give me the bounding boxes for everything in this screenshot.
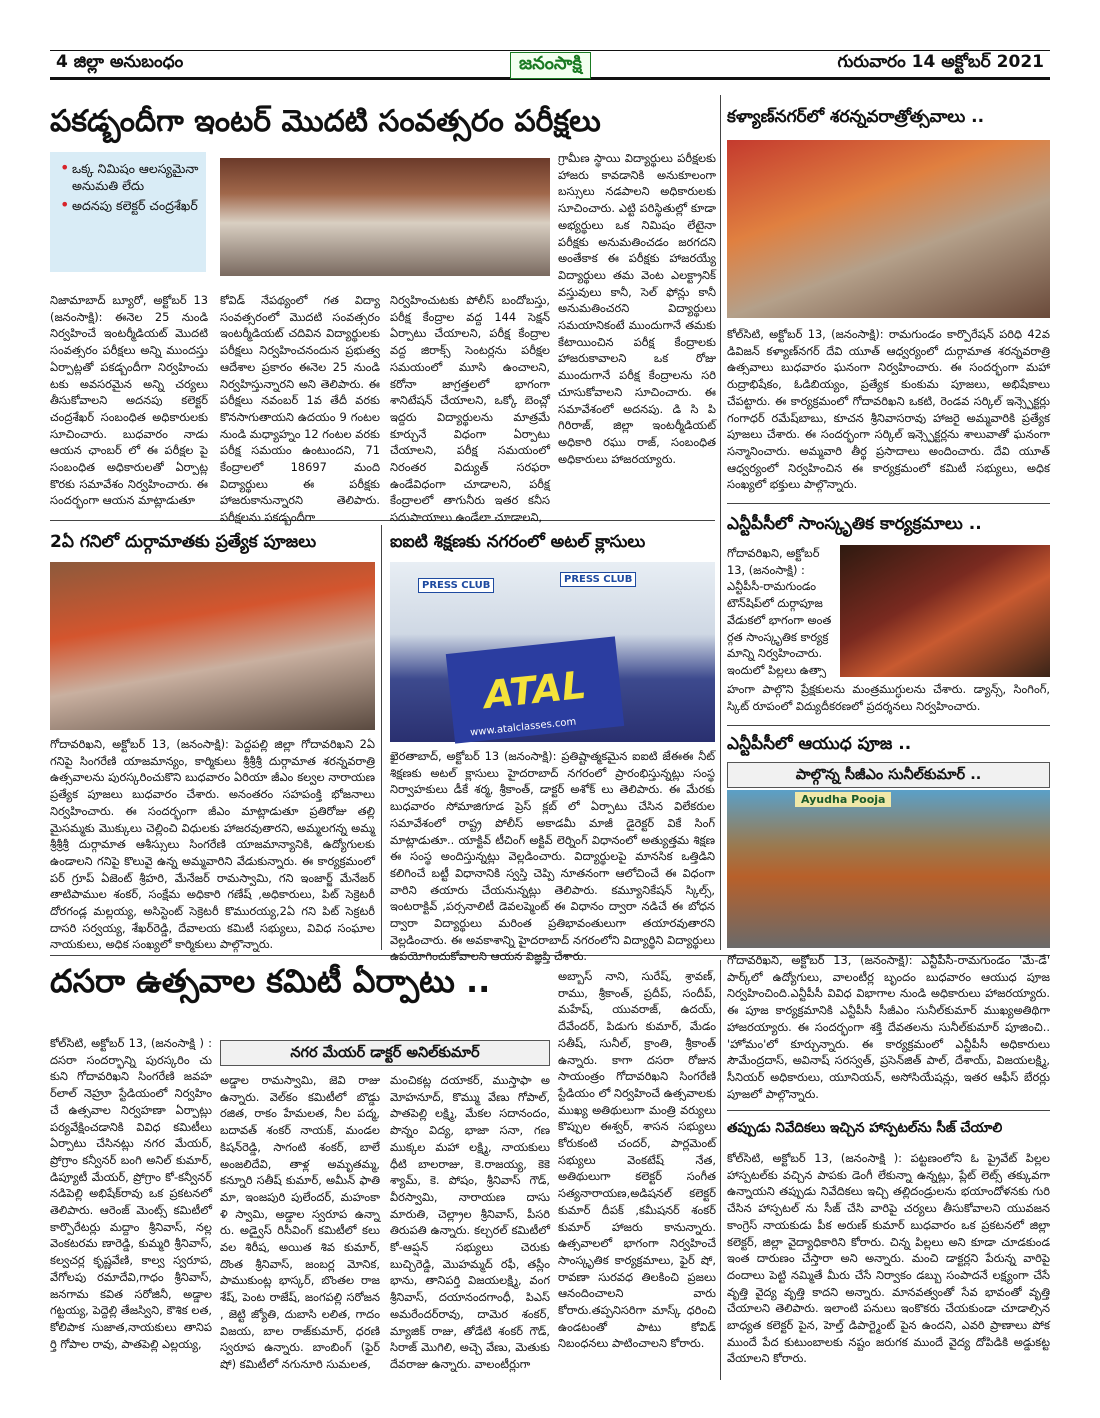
story8-body-col4: అబ్బాస్ నాని, సురేష్, శ్రావణ్, రాము, శ్రీకాంత్, ప్రదీప్, సందీప్, మహేష్, యువరాజ్, ఉదయ్, దేవేందర్, పిడుగు కుమార్, మేడం సతీష్, సునీల్, క్రాంతి, శ్రీకాంత్ ఉన్నారు. కాగా దసరా రోజున సాయంత్రం గోదావరిఖని సింగరేణి స్టేడియం లో నిర్వహించే ఉత్సవాలకు ముఖ్య అతిథులుగా మంత్రి వర్యులు కొప్పుల ఈశ్వర్, శాసన సభ్యులు కోరుకంటి చందర్, పార్లమెంట్ సభ్యులు వెంకటేష్ నేత, అతిథులుగా కలెక్టర్ సంగీత సత్యనారాయణ,అడిషనల్ కలెక్టర్ కుమార్ దీపక్ ,కమీషనర్ శంకర్ కుమార్ హాజరు కానున్నారు. ఉత్సవాలలో భాగంగా నిర్వహించే సాంస్కృతిక కార్యక్రమాలు, ఫైర్ షో, రావణా సురవధ తిలకించి ప్రజలు ఆనందించాలని వారు కోరారు.తప్పనిసరిగా మాస్క్ ధరించి ఉండటంతో పాటు కోవిడ్ నిబంధనలు పాటించాలని కోరారు. (558, 969, 716, 1351)
story6-headline: ఎన్టీపీసీలో ఆయుధ పూజ .. (727, 734, 912, 754)
story4-body: ఖైరతాబాద్, అక్టోబర్ 13 (జనంసాక్షి): ప్రతిష్టాత్మకమైన ఐఐటి జేఈఈ నీట్ శిక్షణకు అటల్ క్లాసులు హైదరాబాద్ నగరంలో ప్రారంభిస్తున్నట్లు సంస్థ నిర్వాహకులు డీకే శర్మ, శ్రీకాంత్, డాక్టర్ అశోక్ లు తెలిపారు. ఈ మేరకు బుధవారం సోమాజిగూడ ప్రెస్ క్లబ్ లో ఏర్పాటు చేసిన విలేకరుల సమావేశంలో రాష్ట్ర పోలీస్ అకాడమీ మాజీ డైరెక్టర్ వికే సింగ్ మాట్లాడుతూ.. యాక్టివ్ టీచింగ్ అక్టివ్ లెర్నింగ్ విధానంలో అత్యుత్తమ శిక్షణ ఈ సంస్థ అందిస్తున్నట్లు వెల్లడించారు. విద్యార్థులపై మానసిక ఒత్తిడిని కలిగించే బట్టీ విధానానికి స్వస్తి చెప్పి నూతనంగా ఆలోచించే ఈ విధంగా వారిని తయారు చేయనున్నట్లు తెలిపారు. కమ్యూనికేషన్ స్కిల్స్, ఇంటరాక్టివ్ ,పర్సనాలిటీ డెవలప్మెంట్ ఈ విధానం ద్వారా నడిచే ఈ బోధన ద్వారా విద్యార్థులు మరింత ప్రతిభావంతులుగా తయారవుతారని వెల్లడించారు. ఈ అవకాశాన్ని హైదరాబాద్ నగరంలోని విద్యార్థిని విద్యార్థులు ఉపయోగించుకోవాలని ఆయన విజ్ఞప్తి చేశారు. (390, 749, 715, 964)
section-divider (727, 503, 1050, 504)
issue-date: గురువారం 14 అక్టోబర్ 2021 (837, 52, 1044, 72)
story3-headline: 2ఏ గనిలో దుర్గామాతకు ప్రత్యేక పూజలు (50, 532, 317, 552)
story1-headline: పకడ్బందీగా ఇంటర్ మొదటి సంవత్సరం పరీక్షలు (50, 104, 601, 139)
section-divider (50, 520, 715, 521)
story1-body-col4: గ్రామీణ స్థాయి విద్యార్థులు పరీక్షలకు హాజరు కావడానికి అనుకూలంగా బస్సులు నడపాలని అధికారులకు సూచించారు. ఎట్టి పరిస్థితుల్లో కూడా అభ్యర్థులు ఒక నిమిషం లేటైనా పరీక్షకు అనుమతించడం జరగదని అంతేకాక ఈ పరీక్షకు హాజరయ్యే విద్యార్థులు తమ వెంట ఎలక్ట్రానిక్ వస్తువులు కానీ, సెల్ ఫోన్లు కానీ అనుమతించరని విద్యార్థులు సమయానికంటే ముందుగానే తమకు కేటాయించిన పరీక్ష కేంద్రాలకు హాజరుకావాలని ఒక రోజు ముందుగానే పరీక్ష కేంద్రాలను సరి చూసుకోవాలని సూచించారు. ఈ సమావేశంలో అదనపు. డి సి పి గిరిరాజ్, జిల్లా ఇంటర్మీడియట్ అధికారి రఘు రాజ్, సంబంధిత అధికారులు హాజరయ్యారు. (558, 151, 716, 466)
story5-body-bottom: హంగా పాల్గొని ప్రేక్షకులను మంత్రముగ్ధులను చేశారు. డ్యాన్స్, సింగింగ్, స్కిట్ రూపంలో విద్యుదీకరణలో ప్రదర్శనలు నిర్వహించారు. (727, 682, 1050, 713)
story1-highlight-item: • ఒక్క నిమిషం ఆలస్యమైనా అనుమతి లేదు (60, 160, 200, 194)
press-club-sign: PRESS CLUB (560, 572, 636, 587)
story7-body: కోల్‌సిటి, అక్టోబర్ 13, (జనంసాక్షి ): పట్టణంలోని ఓ ప్రైవేట్ పిల్లల హాస్పటల్‌కు వచ్చిన పాపకు డెంగీ లేకున్నా ఉన్నట్లు, ప్లేట్ లెట్స్ తక్కువగా ఉన్నాయని తప్పుడు నివేదికలు ఇచ్చి తల్లిదండ్రులను భయాందోళనకు గురి చేసిన హాస్పటల్ ను సీజ్ చేసి వారిపై చర్యలు తీసుకోవాలని యువజన కాంగ్రెస్ నాయకుడు పీక అరుణ్ కుమార్ బుధవారం ఒక ప్రకటనలో జిల్లా కలెక్టర్, జిల్లా వైద్యాధికారిని కోరారు. చిన్న పిల్లలు అని కూడా చూడకుండ ఇంత దారుణం చేస్తారా అని అన్నారు. మంచి డాక్టర్లని పేరున్న వారిపై దందాలు పెట్టి నమ్మితే మీరు చేసే నిర్వాకం డబ్బు సంపాదనే లక్ష్యంగా చేసే వృత్తి వైద్య వృత్తి కాదని అన్నారు. మానవత్వంతో సేవ భావంతో వృత్తి చేయాలని తెలిపారు. ఇలాంటి పనులు ఇంకొకరు చేయకుండా చూడాల్సిన బాధ్యత కలెక్టర్ పైన, హెల్త్ డిపార్ట్మెంట్ పైన ఉందని, ఎవరి ప్రాణాలు పోక ముందే పేద కుటుంబాలకు నష్టం జరుగక ముందే వైద్య దోపిడికి అడ్డుకట్ట వేయాలని కోరారు. (727, 1151, 1050, 1366)
story8-body-col2: అడ్డాల రామస్వామి, జెవి రాజు ఉన్నారు. వెల్‌కం కమిటీలో బొడ్డు రజిత, రాకం హేమలత, నీల పద్మ, బదావత్ శంకర్ నాయక్, మండల కిషన్‌రెడ్డి, సాగంటి శంకర్, బాలే అంజలిదేవి, తాళ్ల అమృతమ్మ, కన్నూరి సతీష్ కుమార్, అమీన్ ఫాతి మా, ఇంజపురి పులేందర్, మహంకా ళి స్వామి, అడ్డాల స్వరూప ఉన్నా రు. అడ్వైస్ రిసీవింగ్ కమిటీలో కలు వల శిరీష, అయిత శివ కుమార్, దొంత శ్రీనివాస్, జంబర్ల మోనిక, పాముకుంట్ల భాస్కర్, బొంతల రాజ శేష్, పెంట రాజేష్, జంగపల్లి సరోజన , జెట్టి జ్యోతి, దుబాసి లలిత, గాదం విజయ, బాల రాజ్‌కుమార్, ధరణి స్వరూప ఉన్నారు. బాంబింగ్ (ఫైర్ షో) కమిటీలో నగునూరి సుమలత, (220, 1073, 380, 1371)
section-divider (727, 1110, 1050, 1111)
ayudha-pooja-photo (727, 790, 1050, 948)
page-header (50, 50, 1050, 80)
story5-body-top: గోదావరిఖని, అక్టోబర్ 13, (జనంసాక్షి) : ఎన్టీపీసీ-రామగుండం టౌన్‌షిప్‌లో దుర్గాపూజ వేడుకలో భాగంగా అంత ర్గత సాంస్కృతిక కార్యక్ర మాన్ని నిర్వహించారు. ఇందులో పిల్లలు ఉత్సా (727, 546, 832, 677)
story8-subhead: నగర మేయర్ డాక్టర్ అనిల్‌కుమార్ (220, 1040, 550, 1066)
story8-body-col3: మంచికట్ల దయాకర్, ముస్తాఫా అ మోహనూద్, కొమ్ము వేణు గోపాల్, పాతపెల్లి లక్ష్మి, మేకల సదానందం, పొన్నం విద్య, భాజా సనా, గణ ముక్కల మహా లక్ష్మి, నాయకులు ధీటి బాలరాజు, కె.రాజయ్య, కెకె శ్యామ్, కె. పోషం, శ్రీనివాస్ గౌడ్, వీరస్వామి, నారాయణ దాసు మారుతి, చెల్ల్రాల శ్రీనివాస్, పీసరి తిరుపతి ఉన్నారు. కల్చరల్ కమిటీలో కో-ఆప్షన్ సభ్యులు చెరుకు బుచ్చిరెడ్డి, మొహమ్మద్ రఫీ, తస్లీం భాను, తానిపర్తి విజయలక్ష్మి, వంగ శ్రీనివాస్, దయానందగాంధీ, పిఎస్ అమరేందర్‌రావు, దామెర శంకర్, మ్యాజిక్ రాజు, తోడేటి శంకర్ గౌడ్, సిరాజ్ మొగిలి, అచ్చె వేణు, మెతుకు దేవరాజు ఉన్నారు. వాలంటీర్లుగా (390, 1073, 550, 1371)
press-club-sign: PRESS CLUB (418, 578, 494, 593)
newspaper-logo: జనంసాక్షి (510, 52, 591, 79)
atal-banner-url: www.atalclasses.com (469, 716, 577, 739)
story8-body-col1: కోల్‌సిటి, అక్టోబర్ 13, (జనంసాక్షి ) : దసరా సందర్భాన్ని పురస్కరిం చు కుని గోదావరిఖని సింగరేణి జవహ ర్‌లాల్ నెహ్రూ స్టేడియంలో నిర్వహిం చే ఉత్సవాల నిర్వహణా ఏర్పాట్లు పర్యవేక్షించడానికి వివిధ కమిటీలు ఏర్పాటు చేసినట్లు నగర మేయర్, ప్రోగ్రాం కన్వీనర్ బంగి అనిల్ కుమార్, డిప్యూటీ మేయర్, ప్రోగ్రాం కో-కన్వీనర్ నడిపెల్లి అభిషేక్‌రావు ఒక ప్రకటనలో తెలిపారు. ఆరెంజ్ మెంట్స్ కమిటీలో కార్పొరేటర్లు మద్దాం శ్రీనివాస్, నల్ల వెంకటరమ ణారెడ్డి, కుమ్మరి శ్రీనివాస్, కల్వచర్ల కృష్ణవేణి, కాల్వ స్వరూప, వేగోలపు రమాదేవి,గాధం శ్రీనివాస్, జనగామ కవిత సరోజినీ, అడ్డాల గట్టయ్య, పెద్దెల్లి తేజస్విని, కౌశిక లత, కోలిపాక సుజాత,నాయకులు తానిప ర్తి గోపాల రావు, పాతపెల్లి ఎల్లయ్య, (50, 1036, 212, 1351)
story6-subhead: పాల్గొన్న సీజీఎం సునీల్‌కుమార్ .. (727, 762, 1050, 788)
story1-body-col2: కోవిడ్ నేపథ్యంలో గత విద్యా సంవత్సరంలో మొదటి సంవత్సరం ఇంటర్మీడియట్ చదివిన విద్యార్థులకు పరీక్షలు నిర్వహించనందున ప్రభుత్వ ఆదేశాల ప్రకారం ఈనెల 25 నుండి నిర్వహిస్తున్నారని అని తెలిపారు. ఈ పరీక్షలు నవంబర్ 1వ తేదీ వరకు కొనసాగుతాయని ఉదయం 9 గంటల నుండి మధ్యాహ్నం 12 గంటల వరకు పరీక్ష సమయం ఉంటుందని, 71 కేంద్రాలలో 18697 మంది విద్యార్థులు ఈ పరీక్షకు హాజరుకానున్నారని తెలిపారు. పరీక్షలను పకడ్బందీగా (220, 293, 380, 525)
story8-headline: దసరా ఉత్సవాల కమిటీ ఏర్పాటు .. (50, 962, 491, 1000)
ayudha-pooja-sign: Ayudha Pooja (795, 792, 891, 807)
cultural-dance-photo (840, 545, 1050, 677)
atal-banner: ATAL (446, 636, 624, 743)
section-divider (720, 960, 721, 1380)
section-divider (381, 525, 382, 950)
story6-body: గోదావరిఖని, అక్టోబర్ 13, (జనంసాక్షి): ఎన్టీపీసీ-రామగుండం 'మే-డే' పార్క్‌లో ఉద్యోగులు, వాలంటీర్ల బృందం బుధవారం ఆయుధ పూజ నిర్వహించింది.ఎన్టీపీసీ వివిధ విభాగాల నుండి అధికారులు హాజరయ్యారు. ఈ పూజ కార్యక్రమానికి ఎన్టీపీసీ సీజీఎం సునీల్‌కుమార్ ముఖ్యఅతిథిగా హాజరయ్యారు. ఈ సందర్భంగా శక్తి దేవతలను సునీల్‌కుమార్ పూజించి.. 'హోమం'లో కూర్చున్నారు. ఈ కార్యక్రమంలో ఎన్టీపీసీ అధికారులు సౌమేంద్రదాస్, అవినాష్ సరస్వత్, ప్రసెన్‌జిత్ పాల్, దేశాయ్, విజయలక్ష్మి, సీనియర్ అధికారులు, యూనియన్, అసోసియేషన్లు, ఇతర ఆఫీస్ బేరర్లు పూజలో పాల్గొన్నారు. (727, 953, 1050, 1101)
story4-headline: ఐఐటి శిక్షణకు నగరంలో అటల్ క్లాసులు (390, 532, 646, 552)
story1-highlights (50, 152, 206, 272)
story3-body: గోదావరిఖని, అక్టోబర్ 13, (జనంసాక్షి): పెద్దపల్లి జిల్లా గోదావరిఖని 2ఏ గనిపై సింగరేణి యాజమాన్యం, కార్మికులు శ్రీశ్రీశ్రీ దుర్గామాత శరన్నవరాత్రి ఉత్సవాలను పురస్కరించుకొని బుధవారం ఏరియా జీఎం కల్వల నారాయణ ప్రత్యేక పూజలు బుధవారం చేశారు. అనంతరం సహపంక్తి భోజనాలు నిర్వహించారు. ఈ సందర్భంగా జీఎం మాట్లాడుతూ ప్రతిరోజు తల్లి మైసమ్మకు మొక్కులు చెల్లించి విధులకు హాజరవుతారని, అమ్మలగన్న అమ్మ శ్రీశ్రీశ్రీ దుర్గామాత ఆశీస్సులు సింగరేణి యాజమాన్యానికి, ఉద్యోగులకు ఉండాలని గనిపై కొలువై ఉన్న అమ్మవారిని వేడుకున్నారు. ఈ కార్యక్రమంలో పర్ గ్రూప్ ఏజెంట్ శ్రీహరి, మేనేజర్ రామస్వామి, గని ఇంజార్జ్ మేనేజర్ తాటిపాముల శంకర్, సంక్షేమ అధికారి గణేష్ ,అధికారులు, పిట్ సెక్రెటరీ దోరగండ్ల మల్లయ్య, అసిస్టెంట్ సెక్రెటరీ కొమురయ్య,2ఏ గని పిట్ సెక్రటరీ దాసరి సర్వయ్య, శేఖర్‌రెడ్డి, దేవాలయ కమిటీ సభ్యులు, వివిధ సంఘాల నాయకులు, అధిక సంఖ్యలో కార్మికులు పాల్గొన్నారు. (50, 737, 375, 952)
section-divider (727, 725, 1050, 726)
story2-headline: కళ్యాణ్‌నగర్‌లో శరన్నవరాత్రోత్సవాలు .. (727, 107, 985, 127)
story7-headline: తప్పుడు నివేదికలు ఇచ్చిన హాస్పటల్‌ను సీజ్ చేయాలి (727, 1120, 1003, 1136)
page-label: 4 జిల్లా అనుబంధం (56, 52, 184, 72)
story5-headline: ఎన్టీపీసీలో సాంస్కృతిక కార్యక్రమాలు .. (727, 514, 982, 534)
story1-body-col3: నిర్వహించుటకు పోలీస్ బందోబస్తు, పరీక్ష కేంద్రాల వద్ద 144 సెక్షన్ ఏర్పాటు చేయాలని, పరీక్ష కేంద్రాల వద్ద జిరాక్స్ సెంటర్లను పరీక్షల సమయంలో మూసి ఉంచాలని, కరోనా జాగ్రత్తలలో భాగంగా శానిటేషన్ చేయాలని, ఒక్కో బెంచ్లో ఇద్దరు విద్యార్థులను మాత్రమే కూర్చునే విధంగా ఏర్పాటు చేయాలని, పరీక్ష సమయంలో నిరంతర విద్యుత్ సరఫరా ఉండేవిధంగా చూడాలని, పరీక్ష కేంద్రాలలో తాగునీరు ఇతర కనీస సదుపాయాలు ఉండేలా చూడాలని, (390, 293, 550, 525)
durga-pooja-photo (50, 562, 375, 730)
exam-meeting-photo (220, 158, 550, 276)
story1-highlight-item: • అదనపు కలెక్టర్ చంద్రశేఖర్ (60, 197, 200, 214)
section-divider (720, 95, 721, 950)
story1-body-col1: నిజామాబాద్ బ్యూరో, అక్టోబర్ 13 (జనంసాక్షి): ఈనెల 25 నుండి నిర్వహించే ఇంటర్మీడియట్ మొదటి సంవత్సరం పరీక్షలు అన్ని ముందస్తు ఏర్పాట్లతో పకడ్బందీగా నిర్వహించు టకు అవసరమైన అన్ని చర్యలు తీసుకోవాలని అదనపు కలెక్టర్ చంద్రశేఖర్ సంబంధిత అధికారులకు సూచించారు. బుధవారం నాడు ఆయన ఛాంబర్ లో ఈ పరీక్షల పై సంబంధిత అధికారులతో ఏర్పాట్ల కొరకు సమావేశం నిర్వహించారు. ఈ సందర్భంగా ఆయన మాట్లాడుతూ (50, 293, 208, 508)
navaratri-celebration-photo (727, 140, 1050, 318)
story2-body: కోల్‌సిటి, అక్టోబర్ 13, (జనంసాక్షి): రామగుండం కార్పొరేషన్ పరిధి 42వ డివిజన్ కళ్యాణ్‌నగర్ దేవి యూత్ ఆధ్వర్యంలో దుర్గామాత శరన్నవరాత్రి ఉత్సవాలు బుధవారం ఘనంగా నిర్వహించారు. ఈ సందర్భంగా మహా రుద్రాభిషేకం, ఓడిబియ్యం, ప్రత్యేక కుంకుమ పూజలు, అభిషేకాలు చేపట్టారు. ఈ కార్యక్రమంలో గోదావరిఖని ఒకటి, రెండవ సర్కిల్ ఇన్స్పెక్టర్లు గంగాధర్ రమేష్‌బాబు, కూచన శ్రీనివాసరావు హాజరై అమ్మవారికి ప్రత్యేక పూజలు చేశారు. ఈ సందర్భంగా సర్కిల్ ఇన్స్పెక్టర్లను శాలువాతో ఘనంగా సన్మానించారు. అమ్మవారి తీర్థ ప్రసాదాలు అందించారు. దేవి యూత్ ఆధ్వర్యంలో నిర్వహించిన ఈ కార్యక్రమంలో కమిటీ సభ్యులు, అధిక సంఖ్యలో భక్తులు పాల్గొన్నారు. (727, 327, 1050, 492)
